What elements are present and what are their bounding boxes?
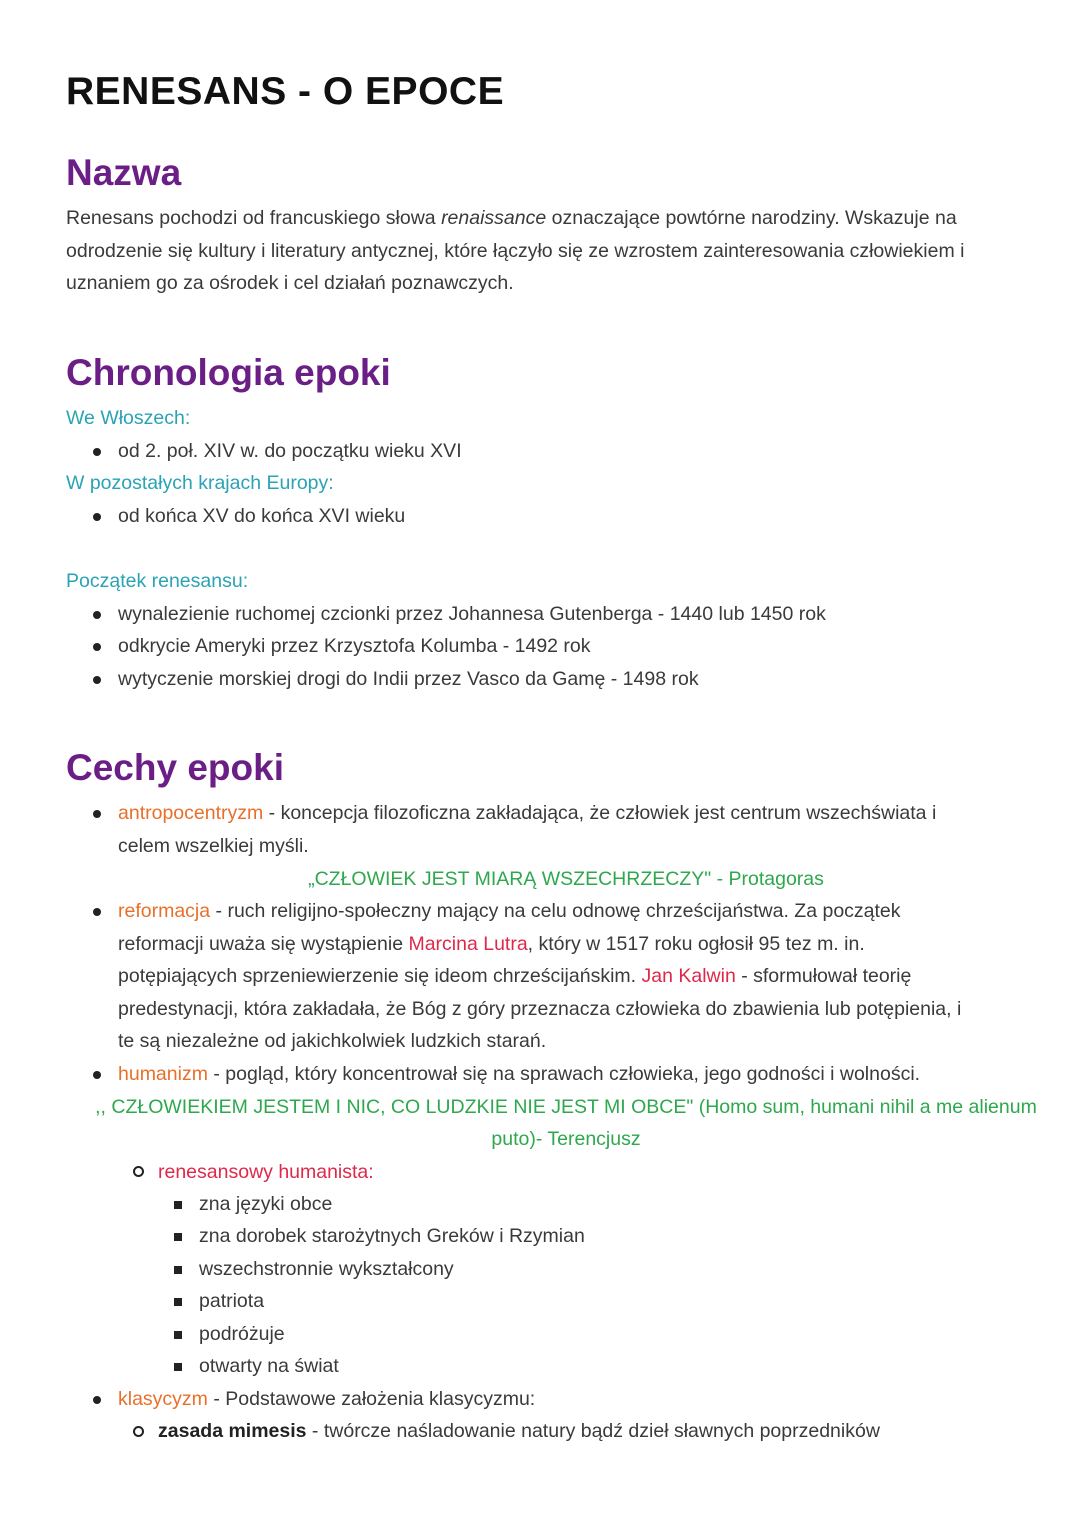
- europe-item: od końca XV do końca XVI wieku: [118, 505, 406, 527]
- heading-cechy: Cechy epoki: [66, 747, 284, 788]
- square-bullet-icon: [174, 1298, 182, 1306]
- start-label: Początek renesansu:: [66, 570, 249, 592]
- italy-label: We Włoszech:: [66, 407, 191, 429]
- circle-bullet-icon: [133, 1166, 144, 1177]
- reformacja-line-5: te są niezależne od jakichkolwiek ludzkich starań.: [118, 1030, 547, 1052]
- humanist-label: renesansowy humanista:: [158, 1161, 374, 1183]
- antropocentryzm-line-1: antropocentryzm - koncepcja filozoficzna zakładająca, że człowiek jest centrum wszechświata i: [118, 802, 937, 824]
- start-item: wynalezienie ruchomej czcionki przez Johannesa Gutenberga - 1440 lub 1450 rok: [118, 603, 826, 625]
- terencjusz-quote-line-1: ,, CZŁOWIEKIEM JESTEM I NIC, CO LUDZKIE NIE JEST MI OBCE" (Homo sum, humani nihil a me alienum: [95, 1096, 1037, 1118]
- humanist-item: patriota: [199, 1290, 265, 1312]
- bullet-icon: [93, 810, 101, 818]
- humanist-item: zna języki obce: [199, 1193, 333, 1215]
- bullet-icon: [93, 1396, 101, 1404]
- circle-bullet-icon: [133, 1426, 144, 1437]
- bullet-icon: [93, 448, 101, 456]
- reformacja-line-3: potępiających sprzeniewierzenie się ideom chrześcijańskim. Jan Kalwin - sformułował teorię: [118, 965, 912, 987]
- page-title: RENESANS - O EPOCE: [66, 70, 505, 113]
- bullet-icon: [93, 611, 101, 619]
- nazwa-line-1: Renesans pochodzi od francuskiego słowa renaissance oznaczające powtórne narodziny. Wskazuje na: [66, 207, 957, 229]
- nazwa-line-3: uznaniem go za ośrodek i cel działań poznawczych.: [66, 272, 514, 295]
- square-bullet-icon: [174, 1266, 182, 1274]
- start-item: odkrycie Ameryki przez Krzysztofa Kolumba - 1492 rok: [118, 635, 591, 657]
- start-item: wytyczenie morskiej drogi do Indii przez Vasco da Gamę - 1498 rok: [118, 668, 699, 690]
- humanist-item: wszechstronnie wykształcony: [199, 1258, 454, 1280]
- mimesis-line: zasada mimesis - twórcze naśladowanie natury bądź dzieł sławnych poprzedników: [158, 1420, 880, 1442]
- protagoras-quote: „CZŁOWIEK JEST MIARĄ WSZECHRZECZY" - Protagoras: [308, 868, 824, 890]
- square-bullet-icon: [174, 1363, 182, 1371]
- reformacja-line-2: reformacji uważa się wystąpienie Marcina Lutra, który w 1517 roku ogłosił 95 tez m. in.: [118, 933, 865, 955]
- klasycyzm-line: klasycyzm - Podstawowe założenia klasycyzmu:: [118, 1388, 536, 1410]
- bullet-icon: [93, 676, 101, 684]
- bullet-icon: [93, 908, 101, 916]
- humanizm-line: humanizm - pogląd, który koncentrował się na sprawach człowieka, jego godności i wolności.: [118, 1063, 921, 1085]
- humanist-item: podróżuje: [199, 1323, 285, 1345]
- humanist-item: otwarty na świat: [199, 1355, 339, 1377]
- humanist-item: zna dorobek starożytnych Greków i Rzymian: [199, 1225, 585, 1247]
- europe-label: W pozostałych krajach Europy:: [66, 472, 334, 494]
- terencjusz-quote-line-2: puto)- Terencjusz: [491, 1128, 641, 1150]
- reformacja-line-1: reformacja - ruch religijno-społeczny mający na celu odnowę chrześcijaństwa. Za początek: [118, 900, 901, 922]
- bullet-icon: [93, 1071, 101, 1079]
- antropocentryzm-line-2: celem wszelkiej myśli.: [118, 835, 309, 857]
- nazwa-paragraph: [66, 202, 964, 300]
- nazwa-line-2: odrodzenie się kultury i literatury antycznej, które łączyło się ze wzrostem zainteresowania człowiekiem i: [66, 239, 965, 262]
- heading-nazwa: Nazwa: [66, 152, 182, 193]
- square-bullet-icon: [174, 1331, 182, 1339]
- square-bullet-icon: [174, 1201, 182, 1209]
- italy-item: od 2. poł. XIV w. do początku wieku XVI: [118, 440, 462, 462]
- heading-chronologia: Chronologia epoki: [66, 352, 391, 393]
- reformacja-line-4: predestynacji, która zakładała, że Bóg z góry przeznacza człowieka do zbawienia lub potępienia, i: [118, 998, 962, 1020]
- bullet-icon: [93, 513, 101, 521]
- square-bullet-icon: [174, 1233, 182, 1241]
- bullet-icon: [93, 643, 101, 651]
